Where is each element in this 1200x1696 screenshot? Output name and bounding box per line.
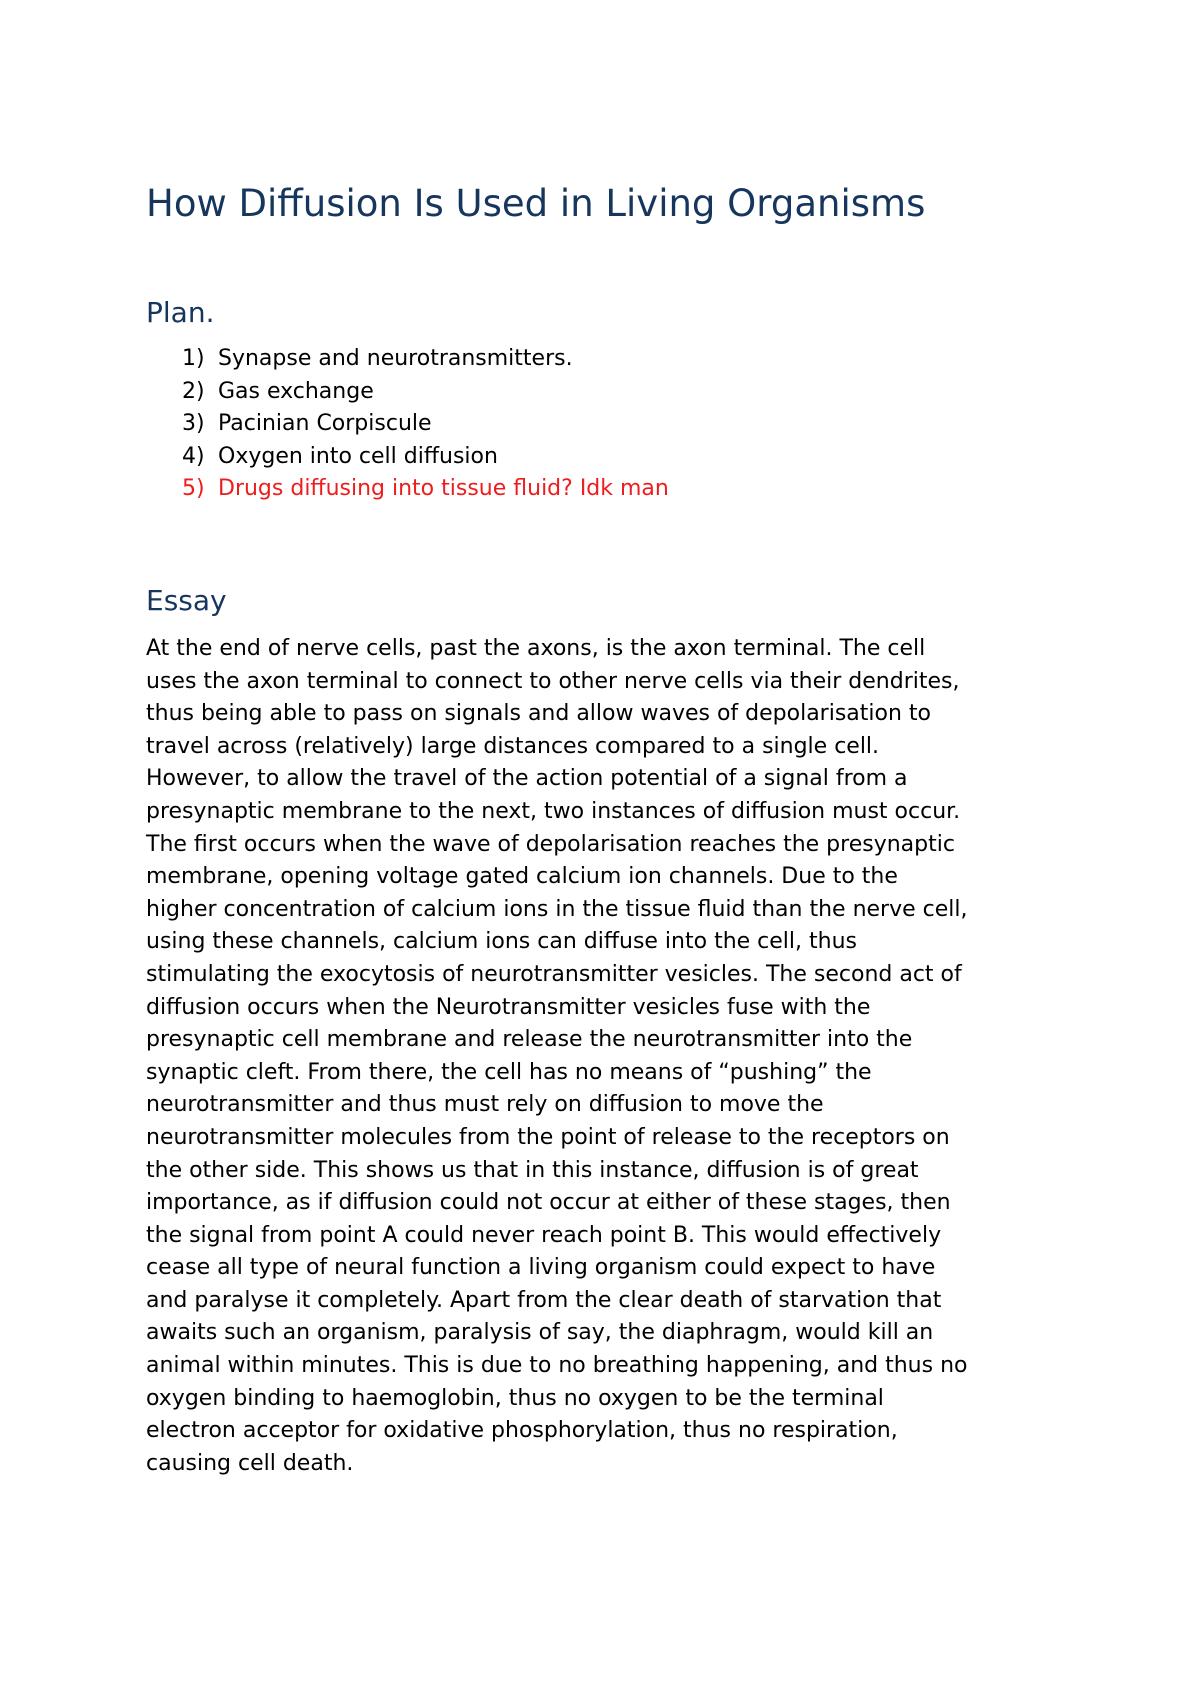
document-title: How Diffusion Is Used in Living Organisms [146, 182, 926, 225]
essay-line: using these channels, calcium ions can diffuse into the cell, thus [146, 929, 857, 955]
essay-line: The first occurs when the wave of depolarisation reaches the presynaptic [146, 831, 955, 857]
essay-line: cease all type of neural function a living organism could expect to have [146, 1255, 936, 1281]
plan-item-number: 4) [182, 443, 205, 469]
essay-line: the signal from point A could never reach point B. This would effectively [146, 1222, 942, 1248]
plan-item-text: Pacinian Corpiscule [218, 411, 432, 437]
plan-item-2 [146, 376, 1046, 409]
essay-line: causing cell death. [146, 1450, 354, 1476]
plan-item-text: Oxygen into cell diffusion [218, 443, 498, 469]
plan-item-text: Gas exchange [218, 378, 374, 404]
essay-line: stimulating the exocytosis of neurotransmitter vesicles. The second act of [146, 961, 962, 987]
essay-line: animal within minutes. This is due to no breathing happening, and thus no [146, 1353, 968, 1379]
plan-item-4 [146, 441, 1046, 474]
essay-line: awaits such an organism, paralysis of say, the diaphragm, would kill an [146, 1320, 934, 1346]
essay-line: the other side. This shows us that in this instance, diffusion is of great [146, 1157, 919, 1183]
essay-line: At the end of nerve cells, past the axons, is the axon terminal. The cell [146, 636, 926, 661]
plan-item-number: 1) [182, 346, 205, 371]
plan-item-number: 3) [182, 411, 205, 437]
essay-line: uses the axon terminal to connect to other nerve cells via their dendrites, [146, 668, 960, 694]
plan-item-number: 5) [182, 476, 205, 502]
essay-line: presynaptic cell membrane and release the neurotransmitter into the [146, 1027, 913, 1053]
plan-item-number: 2) [182, 378, 205, 404]
essay-paragraph [146, 633, 1066, 1480]
essay-heading: Essay [146, 584, 227, 617]
essay-line: thus being able to pass on signals and allow waves of depolarisation to [146, 701, 931, 727]
essay-line: and paralyse it completely. Apart from the clear death of starvation that [146, 1287, 942, 1313]
essay-line: neurotransmitter and thus must rely on diffusion to move the [146, 1092, 824, 1118]
essay-line: higher concentration of calcium ions in the tissue fluid than the nerve cell, [146, 896, 968, 922]
plan-item-3 [146, 408, 1046, 441]
plan-item-1 [146, 343, 1046, 376]
plan-list [146, 343, 1046, 506]
essay-line: electron acceptor for oxidative phosphorylation, thus no respiration, [146, 1418, 898, 1444]
essay-line: oxygen binding to haemoglobin, thus no oxygen to be the terminal [146, 1385, 884, 1411]
essay-line: presynaptic membrane to the next, two instances of diffusion must occur. [146, 798, 961, 824]
plan-item-text: Synapse and neurotransmitters. [218, 346, 573, 371]
essay-line: diffusion occurs when the Neurotransmitter vesicles fuse with the [146, 994, 871, 1020]
plan-heading: Plan. [146, 296, 215, 329]
essay-line: travel across (relatively) large distances compared to a single cell. [146, 733, 880, 759]
plan-item-text: Drugs diffusing into tissue fluid? Idk man [218, 476, 669, 502]
essay-line: neurotransmitter molecules from the point of release to the receptors on [146, 1124, 950, 1150]
essay-line: membrane, opening voltage gated calcium ion channels. Due to the [146, 864, 898, 890]
plan-item-5 [146, 473, 1046, 506]
essay-line: synaptic cleft. From there, the cell has no means of “pushing” the [146, 1059, 872, 1085]
essay-line: However, to allow the travel of the action potential of a signal from a [146, 766, 908, 792]
essay-line: importance, as if diffusion could not occur at either of these stages, then [146, 1190, 951, 1216]
